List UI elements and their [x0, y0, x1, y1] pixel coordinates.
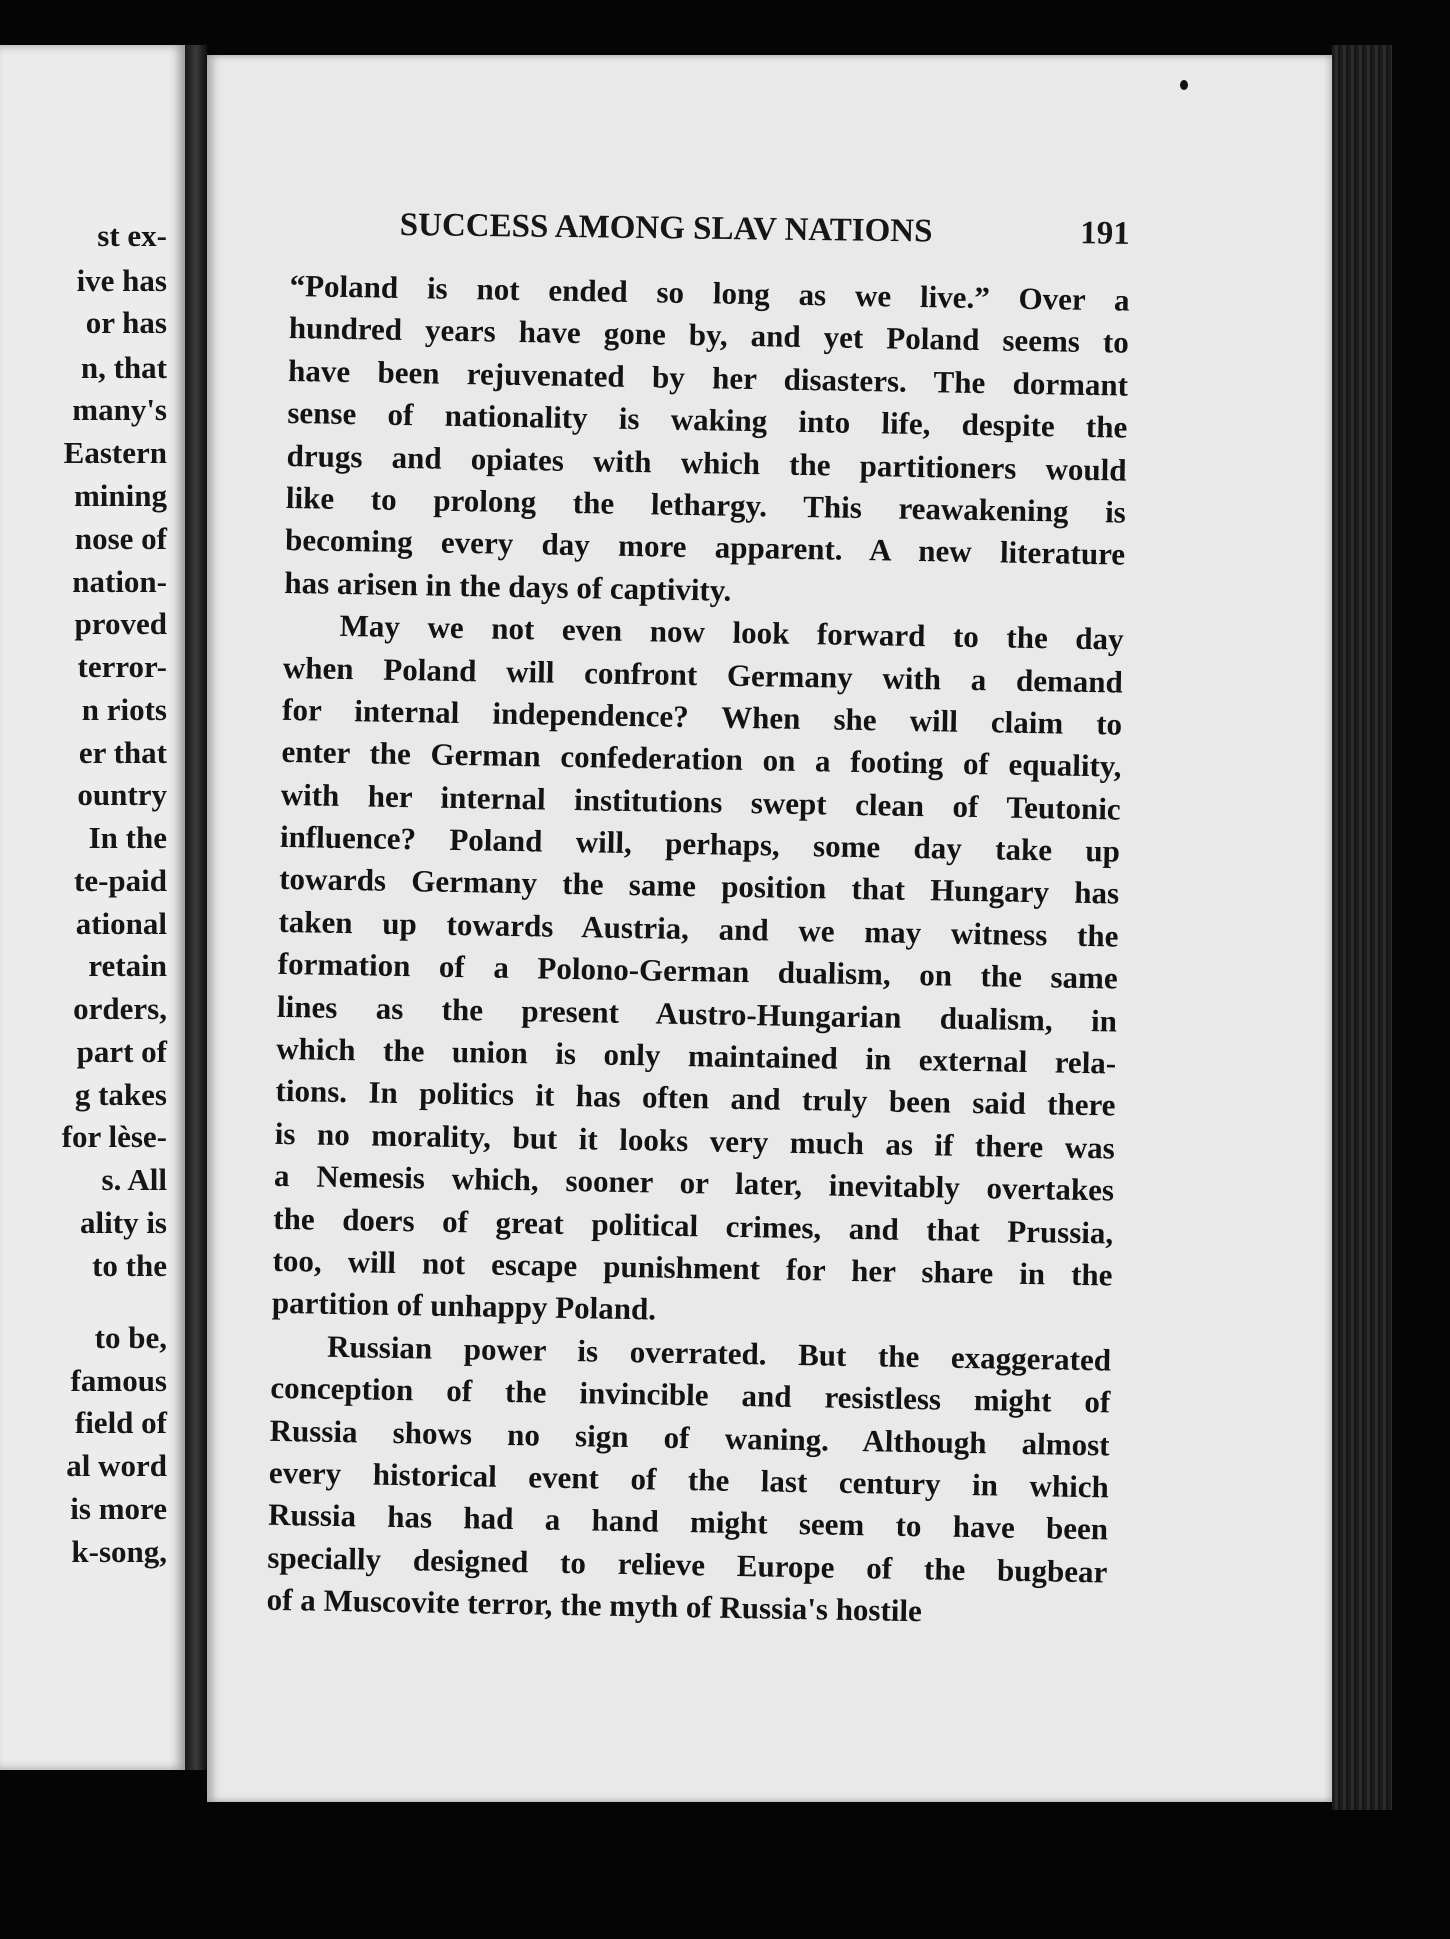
text-line: of a Muscovite terror, the myth of Russia's hostile [266, 1581, 923, 1629]
facing-page-line: nation- [72, 564, 167, 599]
ink-speck [1180, 80, 1188, 90]
running-head-title: SUCCESS AMONG SLAV NATIONS [399, 207, 933, 250]
text-line: has arisen in the days of captivity. [284, 564, 732, 608]
facing-page-line: terror- [77, 649, 167, 684]
facing-page-line: Eastern [63, 435, 167, 470]
facing-page-line: famous [70, 1363, 167, 1398]
paragraph [284, 265, 1130, 619]
facing-page-line: orders, [73, 991, 167, 1026]
facing-page-line: ountry [77, 777, 167, 812]
facing-page [0, 45, 185, 1770]
facing-page-line: er that [78, 735, 167, 770]
facing-page-line: nose of [74, 521, 167, 556]
text-line: the doers of great political crimes, and that Prussia, [273, 1200, 1114, 1251]
facing-page-line: mining [73, 478, 167, 513]
facing-page-line: g takes [74, 1077, 167, 1112]
text-line: too, will not escape punishment for her share in the [272, 1242, 1113, 1293]
text-line: formation of a Polono-German dualism, on the same [277, 946, 1118, 996]
facing-page-line: proved [74, 606, 167, 641]
text-line: Russian power is overrated. But the exaggerated [326, 1328, 1112, 1378]
text-line: Russia has had a hand might seem to have been [267, 1497, 1109, 1547]
body-text [266, 265, 1130, 1636]
facing-page-line: ational [75, 906, 167, 941]
text-line: “Poland is not ended so long as we live.” Over a [289, 267, 1130, 318]
text-line: becoming every day more apparent. A new literature [284, 522, 1126, 572]
facing-page-line: part of [76, 1034, 167, 1069]
text-line: like to prolong the lethargy. This reawakening is [285, 479, 1127, 530]
paragraph [266, 1325, 1111, 1636]
facing-page-line: te-paid [74, 863, 167, 898]
facing-page-line: n, that [80, 350, 167, 385]
text-line: Russia shows no sign of waning. Although almost [269, 1412, 1110, 1463]
facing-page-line: al word [66, 1448, 167, 1483]
facing-page-line: s. All [101, 1162, 167, 1197]
text-line: influence? Poland will, perhaps, some day take up [279, 818, 1121, 869]
text-line: lines as the present Austro-Hungarian dualism, in [276, 988, 1118, 1039]
page-number: 191 [1080, 215, 1130, 252]
text-line: have been rejuvenated by her disasters. The dormant [287, 352, 1129, 403]
facing-page-line: retain [88, 948, 167, 983]
text-line: taken up towards Austria, and we may witness the [278, 903, 1119, 954]
facing-page-line: or has [85, 305, 167, 340]
text-line: for internal independence? When she will claim to [281, 691, 1123, 742]
facing-page-line: many's [72, 392, 167, 427]
text-line: tions. In politics it has often and truly been said there [275, 1073, 1116, 1123]
text-line: is no morality, but it looks very much as if there was [274, 1115, 1116, 1166]
facing-page-line: is more [70, 1491, 167, 1526]
text-line: sense of nationality is waking into life, despite the [287, 395, 1128, 445]
text-line: conception of the invincible and resistless might of [270, 1369, 1111, 1420]
book-gutter [185, 45, 207, 1770]
text-line: hundred years have gone by, and yet Poland seems to [288, 310, 1130, 361]
text-line: specially designed to relieve Europe of the bugbear [267, 1539, 1108, 1590]
facing-page-line: field of [74, 1405, 167, 1440]
text-line: which the union is only maintained in external rela- [276, 1030, 1117, 1081]
facing-page-line: to the [92, 1248, 167, 1283]
paragraph [272, 604, 1124, 1339]
facing-page-line: k-song, [71, 1534, 167, 1569]
text-line: drugs and opiates with which the partitioners would [286, 437, 1127, 488]
facing-page-line: for lèse- [61, 1119, 167, 1154]
text-line: partition of unhappy Poland. [271, 1285, 657, 1327]
text-line: enter the German confederation on a footing of equality, [281, 734, 1122, 784]
facing-page-line: ality is [80, 1205, 167, 1240]
facing-page-line: st ex- [97, 218, 167, 253]
facing-page-line: n riots [81, 692, 167, 727]
text-line: towards Germany the same position that Hungary has [278, 861, 1120, 912]
text-line: every historical event of the last century in which [268, 1454, 1110, 1505]
text-line: when Poland will confront Germany with a demand [282, 649, 1124, 700]
facing-page-line: to be, [94, 1320, 167, 1355]
text-line: with her internal institutions swept clean of Teutonic [280, 776, 1121, 827]
text-line: a Nemesis which, sooner or later, inevitably overtakes [273, 1158, 1115, 1208]
book-fore-edge [1332, 45, 1392, 1810]
facing-page-line: In the [88, 820, 167, 855]
facing-page-line: ive has [76, 263, 167, 298]
text-line: May we not even now look forward to the day [339, 608, 1124, 657]
